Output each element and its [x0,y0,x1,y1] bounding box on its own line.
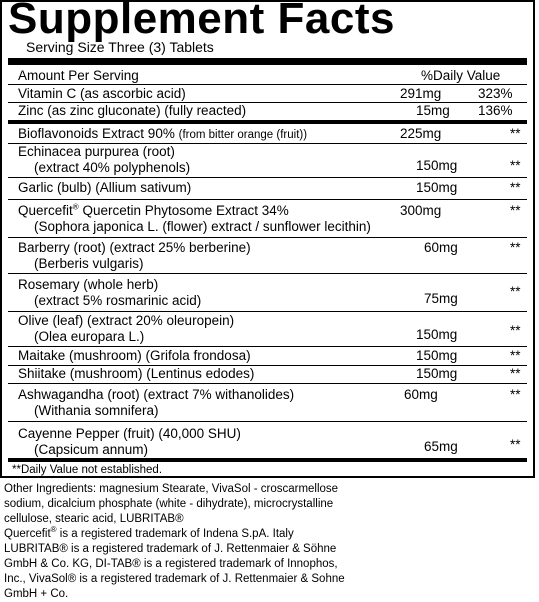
ingredient-name [18,126,307,143]
medium-divider [8,120,527,124]
thick-divider [8,58,527,65]
nutrient-amount: 291mg [400,86,442,101]
other-ingredients-block [4,482,536,602]
nutrient-name: Vitamin C (as ascorbic acid) [18,86,186,101]
ingredient-source-note: (from bitter orange (fruit)) [178,129,308,141]
divider [8,346,527,347]
ingredient-name: Olive (leaf) (extract 20% oleuropein) [18,313,235,328]
trademark-line: GmbH + Co. [4,588,69,600]
panel-title: Supplement Facts [8,0,395,43]
ingredient-dv: ** [510,180,521,195]
ingredient-detail: (Berberis vulgaris) [34,256,144,271]
divider [8,273,527,274]
ingredient-name: Barberry (root) (extract 25% berberine) [18,240,251,255]
ingredient-dv: ** [510,284,521,299]
other-ingredients-line: Other Ingredients: magnesium Stearate, VivaSol - croscarmellose [4,483,339,495]
ingredient-amount: 300mg [400,203,442,218]
brand-name: Quercefit [4,528,51,540]
ingredient-amount: 60mg [404,387,438,402]
ingredient-dv: ** [510,158,521,173]
ingredient-dv: ** [510,387,521,402]
divider [8,311,527,312]
ingredient-dv: ** [510,437,521,452]
ingredient-amount: 150mg [416,327,458,342]
divider [8,177,527,178]
divider [8,421,527,422]
ingredient-amount: 225mg [400,126,442,141]
ingredient-name: Maitake (mushroom) (Grifola frondosa) [18,348,251,363]
nutrient-dv: 323% [478,86,513,101]
ingredient-amount: 150mg [416,158,458,173]
ingredient-amount: 150mg [416,366,458,381]
registered-mark: ® [72,202,79,212]
ingredient-detail: (Sophora japonica L. (flower) extract / sunflower lecithin) [34,219,371,234]
nutrient-dv: 136% [478,103,513,118]
ingredient-name: Garlic (bulb) (Allium sativum) [18,180,192,195]
trademark-line [4,527,536,542]
ingredient-detail: (Olea europara L.) [34,329,145,344]
trademark-line: Inc., VivaSol® is a registered trademark of J. Rettenmaier & Sohne [4,573,345,585]
ingredient-dv: ** [510,323,521,338]
brand-name: Quercefit [18,203,73,218]
ingredient-detail: (extract 40% polyphenols) [34,160,191,175]
ingredient-amount: 65mg [424,439,458,454]
amount-per-serving-label: Amount Per Serving [18,68,139,83]
nutrient-amount: 15mg [416,103,450,118]
ingredient-name: Shiitake (mushroom) (Lentinus edodes) [18,366,255,381]
divider [8,237,527,238]
ingredient-name [18,203,289,219]
divider [8,199,527,200]
ingredient-name: Ashwagandha (root) (extract 7% withanolides) [18,387,295,402]
trademark-line: GmbH & Co. KG, DI-TAB® is a registered trademark of Innophos, [4,558,338,570]
ingredient-dv: ** [510,203,521,218]
ingredient-dv: ** [510,240,521,255]
ingredient-detail: (extract 5% rosmarinic acid) [34,293,202,308]
ingredient-dv: ** [510,366,521,381]
divider [8,383,527,384]
ingredient-amount: 150mg [416,180,458,195]
ingredient-dv: ** [510,126,521,141]
ingredient-name: Rosemary (whole herb) [18,277,159,292]
footnote: **Daily Value not established. [12,464,163,476]
ingredient-name-text: Bioflavonoids Extract 90% [18,126,175,141]
divider [8,84,527,85]
ingredient-detail: (Withania somnifera) [34,403,159,418]
serving-size: Serving Size Three (3) Tablets [26,39,214,55]
registered-mark: ® [50,525,57,535]
ingredient-amount: 75mg [424,291,458,306]
ingredient-amount: 150mg [416,348,458,363]
ingredient-name: Cayenne Pepper (fruit) (40,000 SHU) [18,426,241,441]
ingredient-amount: 60mg [424,240,458,255]
ingredient-name-text: Quercetin Phytosome Extract 34% [78,203,289,218]
ingredient-name: Echinacea purpurea (root) [18,144,175,159]
other-ingredients-line: sodium, dicalcium phosphate (white - dihydrate), microcrystalline [4,498,334,510]
ingredient-dv: ** [510,348,521,363]
trademark-text: is a registered trademark of Indena S.pA. Italy [56,528,294,540]
other-ingredients-line: cellulose, stearic acid, LUBRITAB® [4,513,184,525]
ingredient-detail: (Capsicum annum) [34,442,149,457]
trademark-line: LUBRITAB® is a registered trademark of J. Rettenmaier & Söhne [4,543,337,555]
daily-value-label: %Daily Value [421,68,501,83]
nutrient-name: Zinc (as zinc gluconate) (fully reacted) [18,103,247,118]
